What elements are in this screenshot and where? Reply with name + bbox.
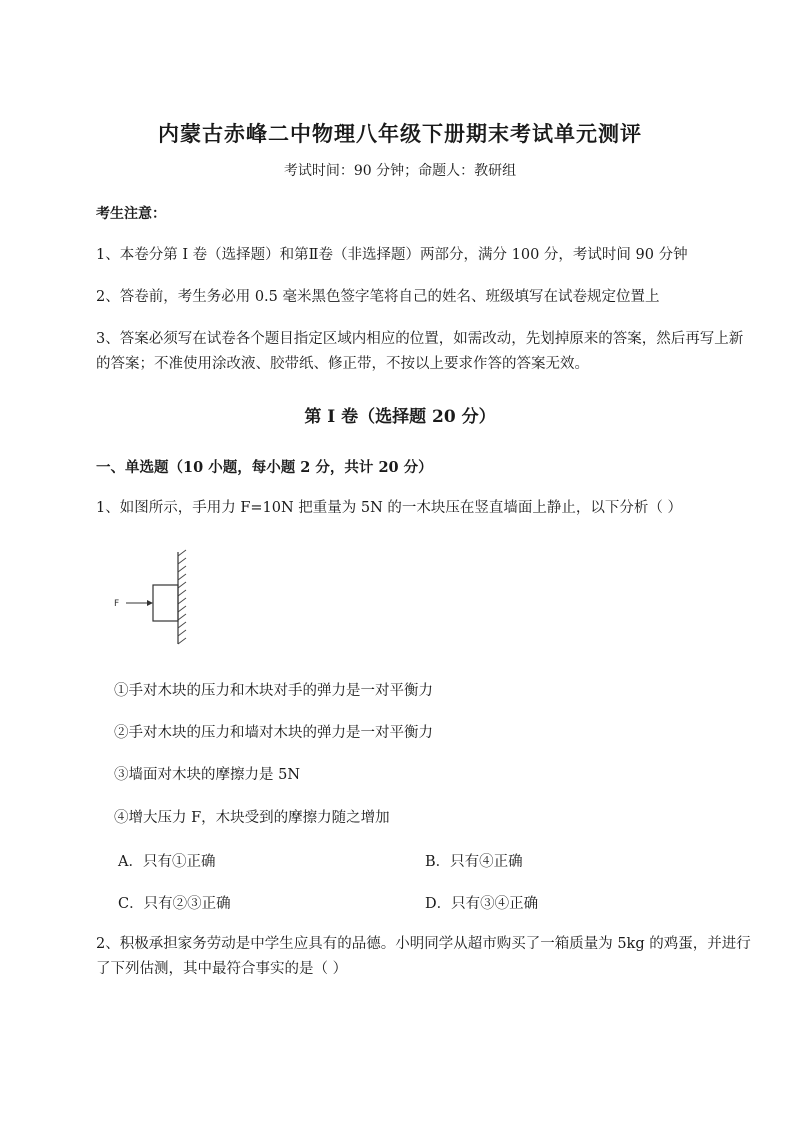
- force-diagram: [112, 548, 202, 648]
- statement-4: ④增大压力 F，木块受到的摩擦力随之增加: [114, 810, 390, 826]
- statement-3: ③墙面对木块的摩擦力是 5N: [114, 767, 301, 783]
- force-label: F: [114, 599, 120, 609]
- statement-1: ①手对木块的压力和木块对手的弹力是一对平衡力: [114, 683, 433, 699]
- notice-item-1: 1、本卷分第 I 卷（选择题）和第Ⅱ卷（非选择题）两部分，满分 100 分，考试时间 90 分钟: [96, 247, 688, 263]
- notice-item-3-line-2: 的答案；不准使用涂改液、胶带纸、修正带，不按以上要求作答的答案无效。: [96, 356, 589, 372]
- page-title: 内蒙古赤峰二中物理八年级下册期末考试单元测评: [158, 121, 642, 146]
- question-1-stem: 1、如图所示，手用力 F=10N 把重量为 5N 的一木块压在竖直墙面上静止，以下分析（ ）: [96, 500, 683, 516]
- option-c: C．只有②③正确: [118, 896, 231, 912]
- option-a: A．只有①正确: [118, 854, 216, 870]
- section-title: 第 I 卷（选择题 20 分）: [304, 407, 496, 427]
- part-heading: 一、单选题（10 小题，每小题 2 分，共计 20 分）: [96, 459, 433, 476]
- exam-info: 考试时间：90 分钟；命题人：教研组: [283, 163, 517, 179]
- question-2-line-2: 了下列估测，其中最符合事实的是（ ）: [96, 961, 348, 977]
- notice-heading: 考生注意：: [96, 206, 166, 222]
- notice-item-2: 2、答卷前，考生务必用 0.5 毫米黑色签字笔将自己的姓名、班级填写在试卷规定位置上: [96, 289, 660, 305]
- option-d: D．只有③④正确: [425, 896, 539, 912]
- statement-2: ②手对木块的压力和墙对木块的弹力是一对平衡力: [114, 725, 433, 741]
- notice-item-3-line-1: 3、答案必须写在试卷各个题目指定区域内相应的位置，如需改动，先划掉原来的答案，然后再写上新: [96, 331, 744, 347]
- option-b: B．只有④正确: [425, 854, 523, 870]
- question-2-line-1: 2、积极承担家务劳动是中学生应具有的品德。小明同学从超市购买了一箱质量为 5kg 的鸡蛋，并进行: [96, 936, 751, 952]
